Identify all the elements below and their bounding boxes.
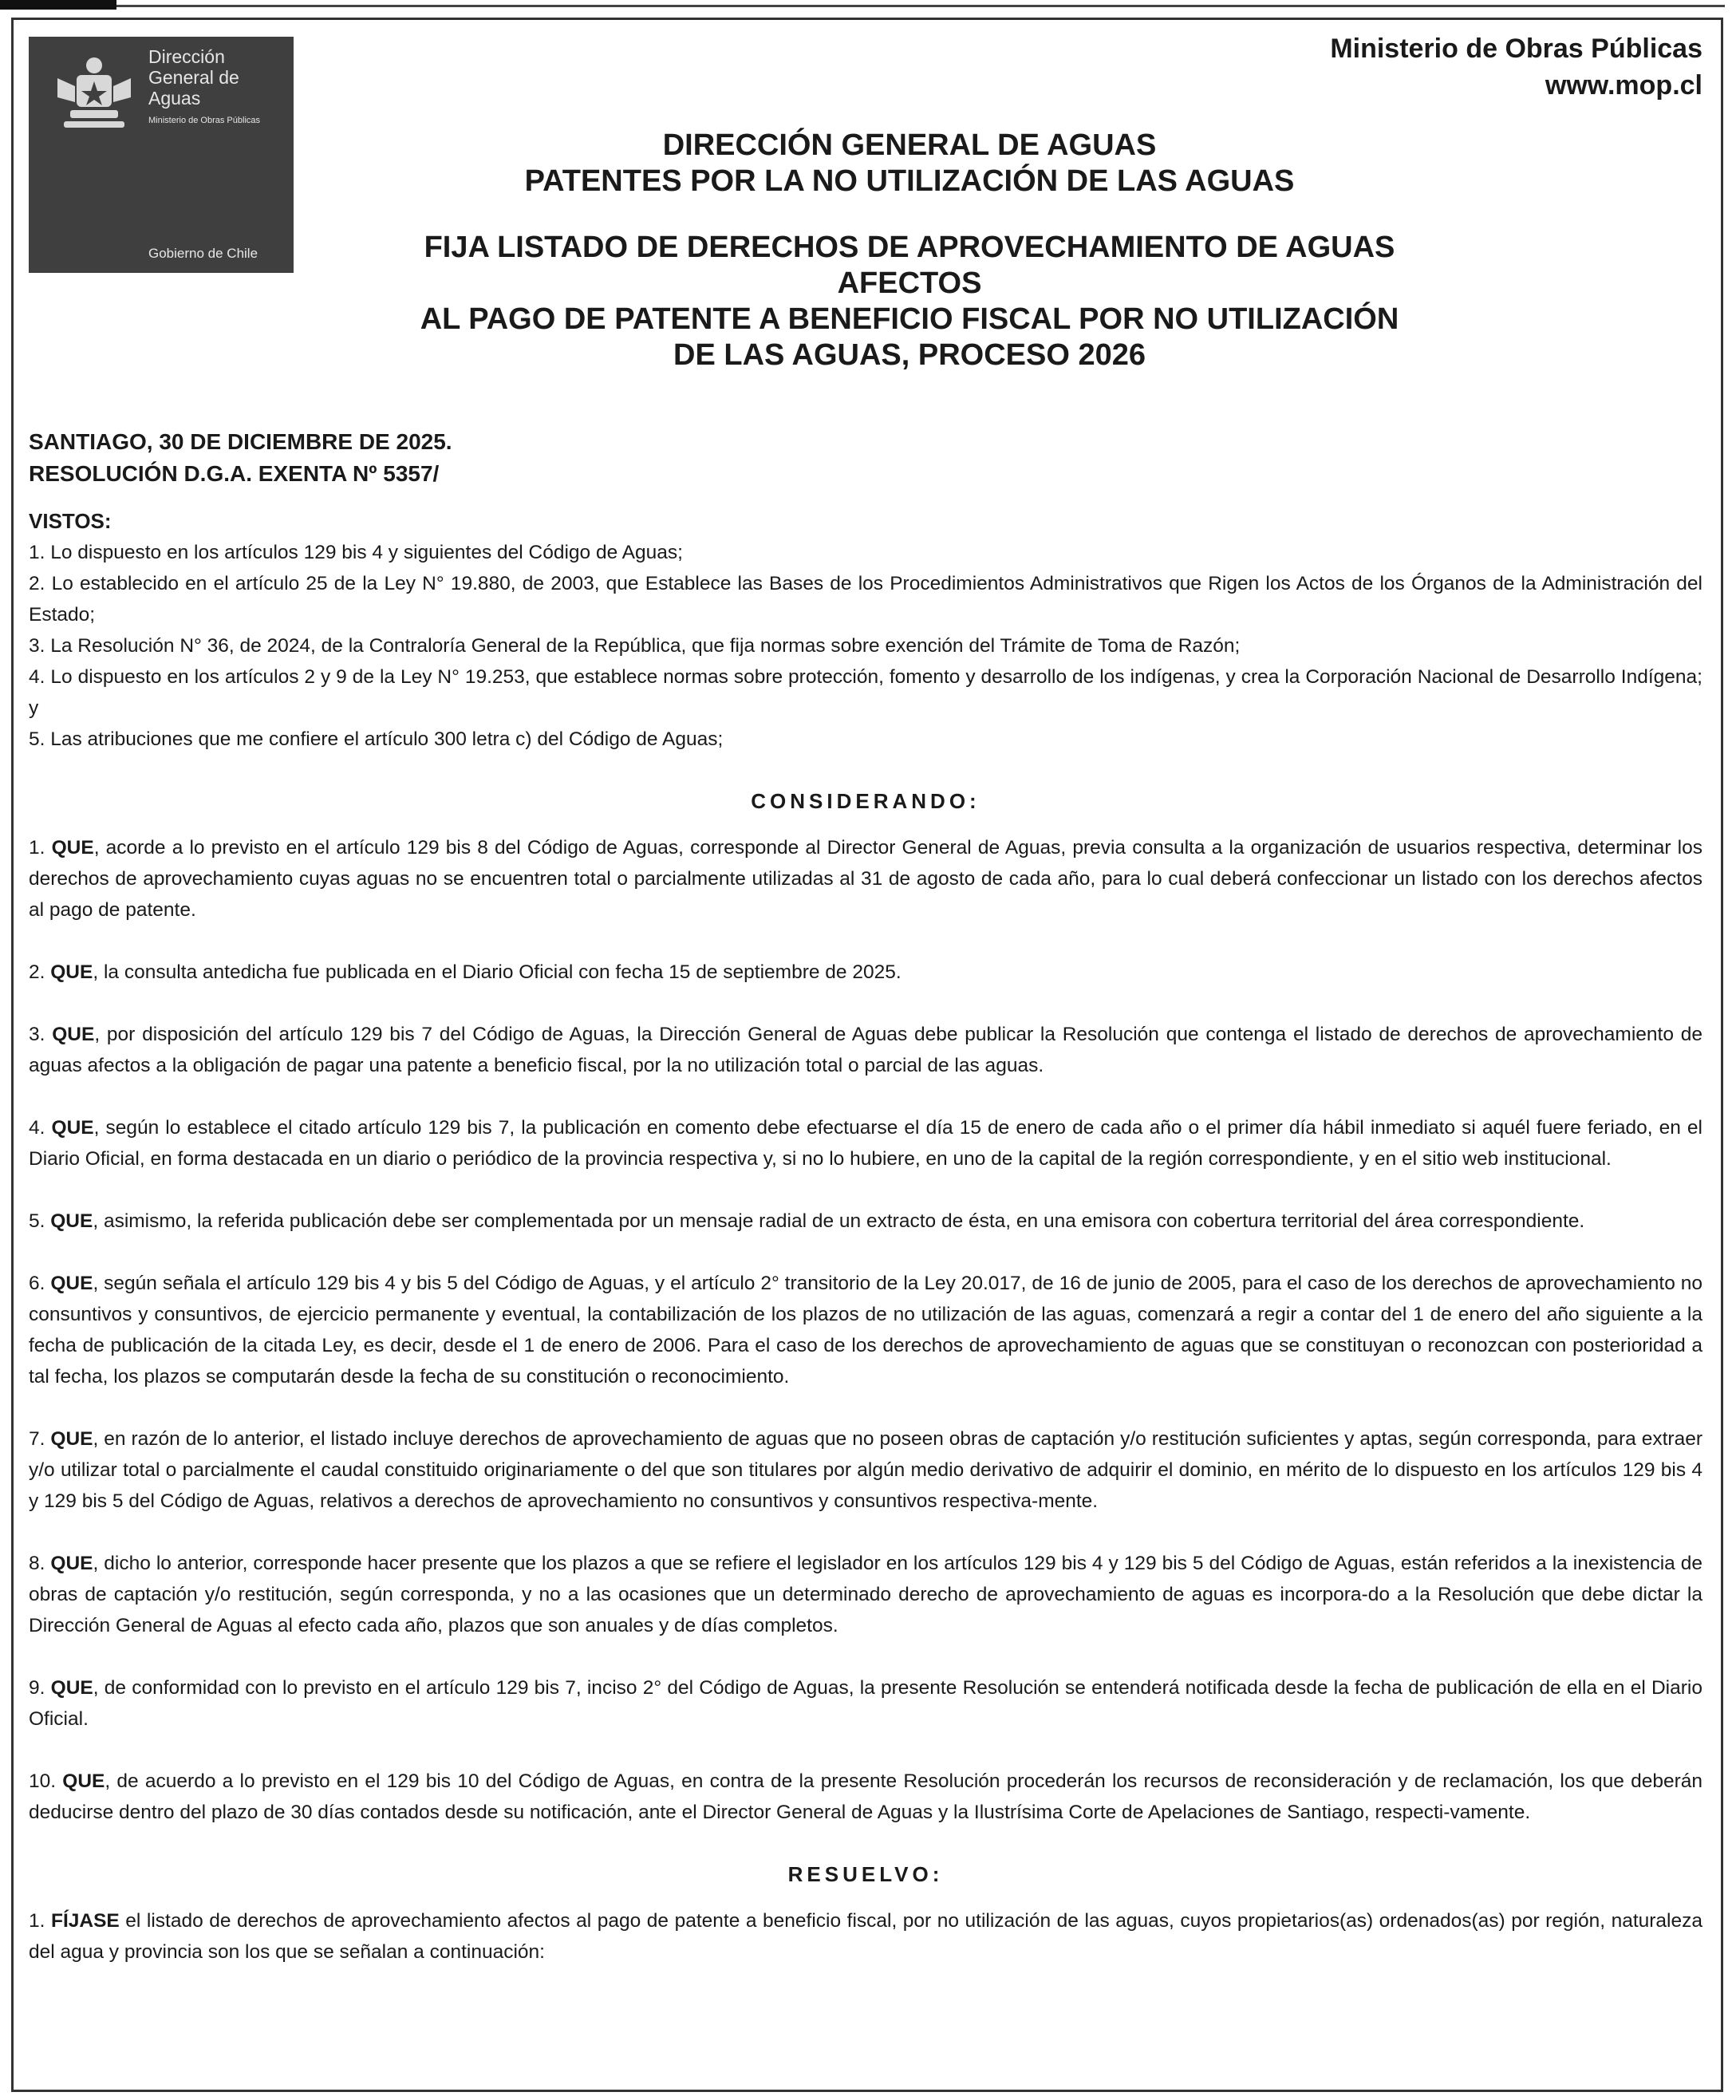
date-resolution-block <box>29 426 452 490</box>
item-keyword: QUE <box>51 837 94 859</box>
document-title <box>383 230 1436 373</box>
item-keyword: QUE <box>62 1770 105 1792</box>
considerando-item <box>29 1766 1702 1828</box>
resuelvo-item <box>29 1905 1702 1968</box>
item-text: , dicho lo anterior, corresponde hacer presente que los plazos a que se refiere el legislador en los artículos 129 bis 4 y 129 bis 5 del Código de Aguas, están referidos a la inexistencia de obras de captación y/o restitución, según corresponda, y no a las ocasiones que un determinado derecho de aprovechamiento de aguas es incorpora-do a la Resolución que debe dictar la Dirección General de Aguas al efecto cada año, plazos que son anuales y de días completos. <box>29 1553 1702 1636</box>
agency-heading <box>431 128 1388 199</box>
heading-line-1: DIRECCIÓN GENERAL DE AGUAS <box>662 128 1157 162</box>
considerando-item <box>29 957 1702 988</box>
title-line-1: FIJA LISTADO DE DERECHOS DE APROVECHAMIENTO DE AGUAS AFECTOS <box>424 231 1395 300</box>
item-text: , la consulta antedicha fue publicada en el Diario Oficial con fecha 15 de septiembre de 2025. <box>93 961 902 983</box>
item-keyword: QUE <box>50 1273 93 1294</box>
vistos-item: 2. Lo establecido en el artículo 25 de la Ley N° 19.880, de 2003, que Establece las Bases de los Procedimientos Administrativos que Rigen los Actos de los Órganos de la Administración del Estado; <box>29 573 1702 626</box>
considerando-title: CONSIDERANDO: <box>751 789 980 813</box>
coat-of-arms-icon <box>46 51 142 139</box>
item-keyword: QUE <box>51 1117 94 1139</box>
title-line-3: DE LAS AGUAS, PROCESO 2026 <box>673 338 1146 372</box>
considerando-item <box>29 1423 1702 1517</box>
item-number: 1. <box>29 1910 45 1932</box>
top-bar-rule <box>116 5 1725 7</box>
item-number: 3. <box>29 1024 45 1045</box>
item-number: 6. <box>29 1273 45 1294</box>
item-number: 8. <box>29 1553 45 1574</box>
considerando-item <box>29 1268 1702 1392</box>
logo-subtitle: Ministerio de Obras Públicas <box>148 116 261 125</box>
item-keyword: FÍJASE <box>50 1910 120 1932</box>
document-body <box>29 506 1702 1968</box>
item-keyword: QUE <box>52 1024 95 1045</box>
item-text: , según lo establece el citado artículo 129 bis 7, la publicación en comento debe efectuarse el día 15 de enero de cada año o el primer día hábil inmediato si aquél fuere feriado, en el Diario Oficial, en forma destacada en un diario o periódico de la provincia respectiva y, si no lo hubiere, en uno de la capital de la región correspondiente, y en el sitio web institucional. <box>29 1117 1702 1170</box>
item-number: 1. <box>29 837 45 859</box>
item-number: 2. <box>29 961 45 983</box>
vistos-item: 3. La Resolución N° 36, de 2024, de la Contraloría General de la República, que fija normas sobre exención del Trámite de Toma de Razón; <box>29 635 1241 657</box>
item-text: , acorde a lo previsto en el artículo 129 bis 8 del Código de Aguas, corresponde al Director General de Aguas, previa consulta a la organización de usuarios respectiva, determinar los derechos de aprovechamiento cuyas aguas no se encuentren total o parcialmente utilizadas al 31 de agosto de cada año, para lo cual deberá confeccionar un listado con los derechos afectos al pago de patente. <box>29 837 1702 921</box>
item-text: , de acuerdo a lo previsto en el 129 bis 10 del Código de Aguas, en contra de la presente Resolución procederán los recursos de reconsideración y de reclamación, los que deberán deducirse dentro del plazo de 30 días contados desde su notificación, ante el Director General de Aguas y la Ilustrísima Corte de Apelaciones de Santiago, respecti-vamente. <box>29 1770 1702 1823</box>
document-date: SANTIAGO, 30 DE DICIEMBRE DE 2025. <box>29 429 452 454</box>
item-keyword: QUE <box>50 1553 93 1574</box>
item-text: , en razón de lo anterior, el listado incluye derechos de aprovechamiento de aguas que no poseen obras de captación y/o restitución suficientes y aptas, según corresponda, para extraer y/o utilizar total o parcialmente el caudal constituido originariamente o del que son titulares por algún medio derivativo de adquirir el dominio, en mérito de lo dispuesto en los artículos 129 bis 4 y 129 bis 5 del Código de Aguas, relativos a derechos de aprovechamiento no consuntivos y consuntivos respectiva-mente. <box>29 1428 1702 1512</box>
top-bar-block <box>0 0 116 10</box>
title-line-2: AL PAGO DE PATENTE A BENEFICIO FISCAL POR NO UTILIZACIÓN <box>420 302 1399 336</box>
item-keyword: QUE <box>50 1428 93 1450</box>
considerando-item <box>29 1672 1702 1735</box>
item-number: 5. <box>29 1210 45 1232</box>
logo-title: Dirección General de Aguas <box>148 46 239 109</box>
considerando-item <box>29 1019 1702 1081</box>
item-text: , de conformidad con lo previsto en el artículo 129 bis 7, inciso 2° del Código de Aguas, la presente Resolución se entenderá notificada desde la fecha de publicación de ella en el Diario Oficial. <box>29 1677 1702 1730</box>
vistos-item: 5. Las atribuciones que me confiere el artículo 300 letra c) del Código de Aguas; <box>29 728 724 750</box>
considerando-item <box>29 1548 1702 1641</box>
considerando-item <box>29 1206 1702 1237</box>
item-keyword: QUE <box>50 1210 93 1232</box>
ministry-url: www.mop.cl <box>1545 70 1702 101</box>
resolution-number: RESOLUCIÓN D.G.A. EXENTA Nº 5357/ <box>29 461 440 486</box>
ministry-name: Ministerio de Obras Públicas <box>1330 34 1702 64</box>
item-keyword: QUE <box>50 961 93 983</box>
considerando-item <box>29 832 1702 926</box>
logo-footer: Gobierno de Chile <box>148 246 258 261</box>
vistos-item: 1. Lo dispuesto en los artículos 129 bis 4 y siguientes del Código de Aguas; <box>29 542 683 563</box>
item-number: 9. <box>29 1677 45 1699</box>
vistos-item: 4. Lo dispuesto en los artículos 2 y 9 de la Ley N° 19.253, que establece normas sobre protección, fomento y desarrollo de los indígenas, y crea la Corporación Nacional de Desarrollo Indígena; y <box>29 666 1702 719</box>
resuelvo-title: RESUELVO: <box>787 1862 944 1886</box>
item-number: 4. <box>29 1117 45 1139</box>
dga-logo <box>29 37 294 273</box>
item-text: el listado de derechos de aprovechamiento afectos al pago de patente a beneficio fiscal, por no utilización de las aguas, cuyos propietarios(as) ordenados(as) por región, naturaleza del agua y provincia son los que se señalan a continuación: <box>29 1910 1702 1963</box>
heading-line-2: PATENTES POR LA NO UTILIZACIÓN DE LAS AGUAS <box>524 164 1295 198</box>
item-number: 10. <box>29 1770 57 1792</box>
considerando-item <box>29 1112 1702 1174</box>
item-text: , asimismo, la referida publicación debe ser complementada por un mensaje radial de un extracto de ésta, en una emisora con cobertura territorial del área correspondiente. <box>93 1210 1585 1232</box>
item-keyword: QUE <box>50 1677 93 1699</box>
item-text: , por disposición del artículo 129 bis 7 del Código de Aguas, la Dirección General de Aguas debe publicar la Resolución que contenga el listado de derechos de aprovechamiento de aguas afectos a la obligación de pagar una patente a beneficio fiscal, por la no utilización total o parcial de las aguas. <box>29 1024 1702 1076</box>
item-number: 7. <box>29 1428 45 1450</box>
item-text: , según señala el artículo 129 bis 4 y bis 5 del Código de Aguas, y el artículo 2° transitorio de la Ley 20.017, de 16 de junio de 2005, para el caso de los derechos de aprovechamiento no consuntivos y consuntivos, de ejercicio permanente y eventual, la contabilización de los plazos de no utilización de las aguas, comenzará a regir a contar del 1 de enero del año siguiente a la fecha de publicación de la citada Ley, es decir, desde el 1 de enero de 2006. Para el caso de los derechos de aprovechamiento de aguas que se constituyan o reconozcan con posterioridad a tal fecha, los plazos se computarán desde la fecha de su constitución o reconocimiento. <box>29 1273 1702 1388</box>
vistos-title: VISTOS: <box>29 509 112 533</box>
ministry-header <box>1330 30 1702 104</box>
